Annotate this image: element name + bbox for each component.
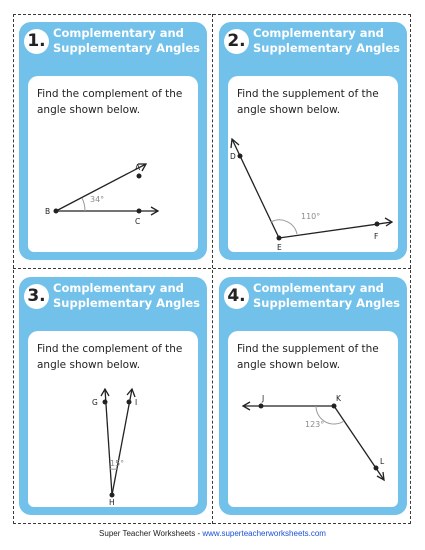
point-c [137,209,142,214]
card-title-line2: Supplementary Angles [53,41,200,55]
card-title-line1: Complementary and [53,26,184,40]
card-prompt: Find the complement of the angle shown below. [37,343,183,371]
label-j: J [262,394,265,403]
angle-diagram [28,76,198,252]
point-b [54,209,59,214]
label-d: D [230,152,236,161]
card-number: 1. [24,29,49,54]
card-title [253,26,403,56]
point-a [137,174,142,179]
ray-hg [105,389,112,495]
label-a: A [135,163,141,172]
horizontal-cut-line [13,268,411,269]
angle-diagram [28,331,198,507]
card-prompt: Find the supplement of the angle shown below. [237,88,379,116]
angle-arc [82,198,85,211]
card-header [219,277,407,321]
card-title [53,26,203,56]
label-i: I [135,398,138,407]
card-panel [228,76,398,252]
card-prompt: Find the complement of the angle shown below. [37,88,183,116]
card-panel [28,331,198,507]
angle-diagram [228,76,398,252]
footer-text: Super Teacher Worksheets - [99,529,203,538]
card-header [19,22,207,66]
card-title-line1: Complementary and [253,26,384,40]
card-number: 3. [24,284,49,309]
angle-measure: 123° [305,420,325,429]
label-e: E [277,243,282,252]
card-title-line2: Supplementary Angles [253,41,400,55]
card-title [53,281,203,311]
card-title [253,281,403,311]
card-number: 2. [224,29,249,54]
label-f: F [374,232,379,241]
angle-measure: 34° [90,195,105,204]
point-i [127,400,132,405]
point-g [103,400,108,405]
task-card-3 [19,277,207,515]
label-l: L [380,457,385,466]
card-number: 4. [224,284,249,309]
card-title-line2: Supplementary Angles [53,296,200,310]
card-title-line1: Complementary and [253,281,384,295]
task-card-4 [219,277,407,515]
label-k: K [336,394,341,403]
label-b: B [45,207,51,216]
card-title-line1: Complementary and [53,281,184,295]
angle-arc [271,220,297,234]
ray-kl-arrow [377,472,384,480]
point-k [332,404,337,409]
label-g: G [92,398,98,407]
point-f [375,222,380,227]
card-header [219,22,407,66]
card-header [19,277,207,321]
angle-diagram [228,331,398,507]
page-footer [0,529,425,538]
task-card-1 [19,22,207,260]
point-h [110,493,115,498]
card-panel [28,76,198,252]
point-l [374,466,379,471]
point-e [277,236,282,241]
label-h: H [109,498,115,507]
ray-hi [112,389,132,495]
card-prompt: Find the supplement of the angle shown below. [237,343,379,371]
label-c: C [135,217,141,226]
footer-website-link[interactable]: www.superteacherworksheets.com [202,529,326,538]
point-j [259,404,264,409]
card-panel [228,331,398,507]
angle-measure: 15° [110,459,125,468]
angle-measure: 110° [301,212,321,221]
card-title-line2: Supplementary Angles [253,296,400,310]
point-d [238,154,243,159]
vertical-cut-line [212,14,213,524]
task-card-2 [219,22,407,260]
